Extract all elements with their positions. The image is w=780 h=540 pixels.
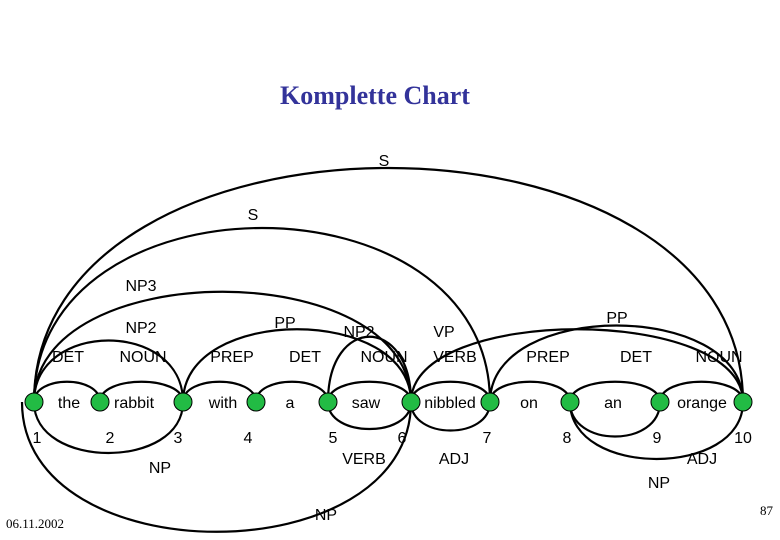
word-label: on bbox=[520, 395, 538, 412]
node-number: 8 bbox=[562, 430, 572, 447]
chart-node bbox=[91, 393, 109, 411]
node-number: 4 bbox=[243, 430, 253, 447]
edge-label: PREP bbox=[210, 349, 254, 366]
word-label: with bbox=[208, 395, 238, 412]
edge-np3 bbox=[34, 292, 411, 402]
chart-node bbox=[651, 393, 669, 411]
word-label: nibbled bbox=[424, 395, 476, 412]
edge-label: VERB bbox=[433, 349, 477, 366]
edge-label: PP bbox=[274, 315, 296, 332]
edge-label: NP2 bbox=[343, 324, 375, 341]
edge-label: PP bbox=[606, 310, 628, 327]
chart-node bbox=[247, 393, 265, 411]
chart-node bbox=[561, 393, 579, 411]
edge-label: S bbox=[378, 153, 390, 170]
node-number: 5 bbox=[328, 430, 338, 447]
node-number: 2 bbox=[105, 430, 115, 447]
chart-node bbox=[174, 393, 192, 411]
word-label: a bbox=[285, 395, 295, 412]
chart-node bbox=[481, 393, 499, 411]
node-number: 9 bbox=[652, 430, 662, 447]
node-numbers bbox=[33, 430, 752, 447]
edge-label: NOUN bbox=[119, 349, 167, 366]
edge-label: VERB bbox=[342, 451, 386, 468]
edge-label: DET bbox=[289, 349, 321, 366]
edge-label: ADJ bbox=[438, 451, 470, 468]
edge-np2-second bbox=[328, 337, 411, 402]
edge-label: VP bbox=[433, 324, 455, 341]
chart-node bbox=[734, 393, 752, 411]
edge-label: NP bbox=[647, 475, 671, 492]
edge-label: NP3 bbox=[125, 278, 157, 295]
slide-title: Komplette Chart bbox=[280, 81, 470, 110]
edge-label: ADJ bbox=[686, 451, 718, 468]
word-label: the bbox=[57, 395, 81, 412]
edge-label: NP2 bbox=[125, 320, 157, 337]
word-label: saw bbox=[351, 395, 381, 412]
edge-label: S bbox=[247, 207, 259, 224]
word-label: an bbox=[604, 395, 622, 412]
chart-node bbox=[25, 393, 43, 411]
node-number: 6 bbox=[397, 430, 407, 447]
node-number: 7 bbox=[482, 430, 492, 447]
edge-label: NOUN bbox=[695, 349, 743, 366]
page-number: 87 bbox=[760, 503, 773, 518]
edge-label: NP bbox=[314, 507, 338, 524]
edge-label: DET bbox=[52, 349, 84, 366]
chart-node bbox=[402, 393, 420, 411]
node-number: 3 bbox=[173, 430, 183, 447]
footer-date: 06.11.2002 bbox=[6, 516, 65, 531]
node-number: 1 bbox=[32, 430, 42, 447]
word-label: rabbit bbox=[113, 395, 155, 412]
edge-label: DET bbox=[620, 349, 652, 366]
edge-label: NOUN bbox=[360, 349, 408, 366]
edge-label: PREP bbox=[526, 349, 570, 366]
word-labels bbox=[58, 395, 727, 412]
node-number: 10 bbox=[734, 430, 752, 447]
word-label: orange bbox=[677, 395, 727, 412]
lower-edge-labels bbox=[149, 451, 717, 524]
edge-label: NP bbox=[148, 460, 172, 477]
chart-node bbox=[319, 393, 337, 411]
